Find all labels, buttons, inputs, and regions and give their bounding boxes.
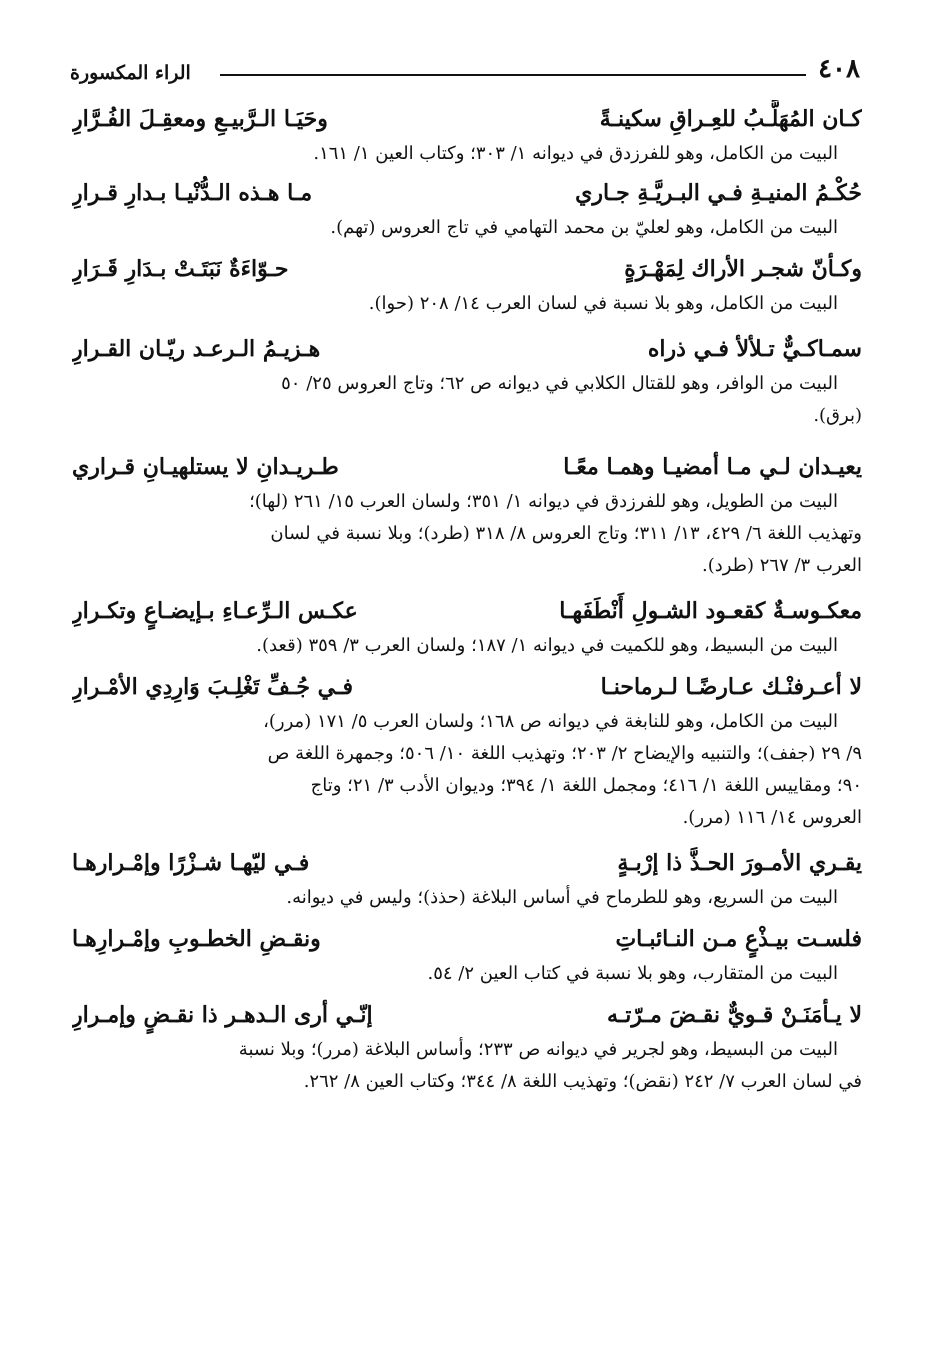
verse-entry (72, 844, 862, 914)
verse-line (72, 250, 862, 288)
first-hemistich: حُكْـمُ المنيـةِ فـي البـريَّـةِ جـاري (575, 180, 862, 206)
note-line: البيت من الطويل، وهو للفرزدق في ديوانه ١/ ٣٥١؛ ولسان العرب ١٥/ ٢٦١ (لها)؛ (249, 491, 838, 512)
verse-entry (72, 250, 862, 320)
second-hemistich: فـي ليّهـا شـزْرًا وإمْـرارهـا (72, 850, 310, 876)
verse-entry (72, 592, 862, 662)
verse-line (72, 174, 862, 212)
first-hemistich: وكـأنّ شجـر الأراك لِمَهْـرَةٍ (624, 256, 862, 282)
verse-line (72, 920, 862, 958)
note-line: ٩/ ٢٩ (جفف)؛ والتنبيه والإيضاح ٢/ ٢٠٣؛ وتهذيب اللغة ١٠/ ٥٠٦؛ وجمهرة اللغة ص (267, 743, 862, 764)
note-line: البيت من الوافر، وهو للقتال الكلابي في ديوانه ص ٦٢؛ وتاج العروس ٢٥/ ٥٠ (281, 373, 838, 394)
note-line: البيت من الكامل، وهو للنابغة في ديوانه ص ١٦٨؛ ولسان العرب ٥/ ١٧١ (مرر)، (263, 711, 838, 732)
verse-line (72, 330, 862, 368)
second-hemistich: فـي جُـفِّ تَغْلِـبَ وَارِدِي الأمْـرارِ (72, 674, 353, 700)
second-hemistich: إنّـي أرى الـدهـر ذا نقـضٍ وإمـرارِ (72, 1002, 373, 1028)
second-hemistich: هـزيـمُ الـرعـد ريّـان القـرارِ (72, 336, 321, 362)
second-hemistich: طـريـدانِ لا يستلهيـانِ قـراري (72, 454, 339, 480)
second-hemistich: ونقـضِ الخطـوبِ وإمْـرارِهـا (72, 926, 321, 952)
note-line: البيت من البسيط، وهو للكميت في ديوانه ١/ ١٨٧؛ ولسان العرب ٣/ ٣٥٩ (قعد). (256, 635, 838, 656)
note-line: العروس ١٤/ ١١٦ (مرر). (682, 807, 862, 828)
verse-note (72, 138, 862, 170)
running-title: الراء المكسورة (70, 62, 191, 84)
verse-entry (72, 448, 862, 582)
first-hemistich: لا أعـرفنْـك عـارضًـا لـرماحنـا (600, 674, 862, 700)
verse-note (72, 1034, 862, 1098)
note-line: ٩٠؛ ومقاييس اللغة ١/ ٤١٦؛ ومجمل اللغة ١/ ٣٩٤؛ وديوان الأدب ٣/ ٢١؛ وتاج (310, 775, 862, 796)
second-hemistich: وحَيَـا الـرَّبيـعِ ومعقِـلَ الفُـرَّارِ (72, 106, 328, 132)
note-line: البيت من المتقارب، وهو بلا نسبة في كتاب العين ٢/ ٥٤. (427, 963, 838, 984)
second-hemistich: عكـس الـرِّعـاءِ بـإيضـاعٍ وتكـرارِ (72, 598, 358, 624)
note-line: البيت من الكامل، وهو بلا نسبة في لسان العرب ١٤/ ٢٠٨ (حوا). (368, 293, 838, 314)
first-hemistich: معكـوسـةٌ كقعـود الشـولِ أَنْطَفَهـا (559, 598, 862, 624)
verse-note (72, 882, 862, 914)
first-hemistich: يقـري الأمـورَ الحـذَّ ذا إرْبـةٍ (617, 850, 862, 876)
first-hemistich: سمـاكـيٌّ تـلألأ فـي ذراه (647, 336, 862, 362)
verse-entry (72, 330, 862, 432)
verse-entry (72, 100, 862, 170)
spacer (72, 438, 862, 448)
first-hemistich: كـان المُهَلَّـبُ للعِـراقِ سكينـةً (599, 106, 862, 132)
verse-note (72, 288, 862, 320)
note-line: وتهذيب اللغة ٦/ ٤٢٩، ١٣/ ٣١١؛ وتاج العروس ٨/ ٣١٨ (طرد)؛ وبلا نسبة في لسان (270, 523, 862, 544)
note-line: (برق). (813, 405, 862, 426)
verse-line (72, 100, 862, 138)
page-header (70, 54, 860, 94)
page-number: ٤٠٨ (818, 54, 860, 84)
verse-note (72, 630, 862, 662)
first-hemistich: يعيـدان لـي مـا أمضيـا وهمـا معًـا (563, 454, 862, 480)
verse-entry (72, 920, 862, 990)
first-hemistich: لا يـأمَنَـنْ قـويٌّ نقـضَ مـرّتـه (607, 1002, 862, 1028)
verse-line (72, 668, 862, 706)
second-hemistich: حـوّاءَةٌ نَبَتَـتْ بـدَارِ قَـرَارِ (72, 256, 289, 282)
note-line: العرب ٣/ ٢٦٧ (طرد). (701, 555, 862, 576)
verse-entry (72, 668, 862, 834)
second-hemistich: مـا هـذه الـدُّنْيـا بـدارِ قـرارِ (72, 180, 313, 206)
note-line: البيت من البسيط، وهو لجرير في ديوانه ص ٢٣٣؛ وأساس البلاغة (مرر)؛ وبلا نسبة (238, 1039, 838, 1060)
verse-note (72, 212, 862, 244)
verse-note (72, 958, 862, 990)
verse-note (72, 706, 862, 834)
verse-note (72, 486, 862, 582)
entries-list (72, 100, 862, 1104)
first-hemistich: فلسـت بيـذْعٍ مـن النـائبـاتِ (615, 926, 862, 952)
note-line: البيت من السريع، وهو للطرماح في أساس البلاغة (حذذ)؛ وليس في ديوانه. (286, 887, 838, 908)
header-rule (220, 74, 806, 76)
verse-line (72, 448, 862, 486)
verse-entry (72, 996, 862, 1098)
verse-line (72, 592, 862, 630)
verse-note (72, 368, 862, 432)
note-line: في لسان العرب ٧/ ٢٤٢ (نقض)؛ وتهذيب اللغة ٨/ ٣٤٤؛ وكتاب العين ٨/ ٢٦٢. (303, 1071, 862, 1092)
note-line: البيت من الكامل، وهو للفرزدق في ديوانه ١/ ٣٠٣؛ وكتاب العين ١/ ١٦١. (313, 143, 838, 164)
verse-entry (72, 174, 862, 244)
verse-line (72, 996, 862, 1034)
verse-line (72, 844, 862, 882)
note-line: البيت من الكامل، وهو لعليّ بن محمد التهامي في تاج العروس (تهم). (330, 217, 838, 238)
